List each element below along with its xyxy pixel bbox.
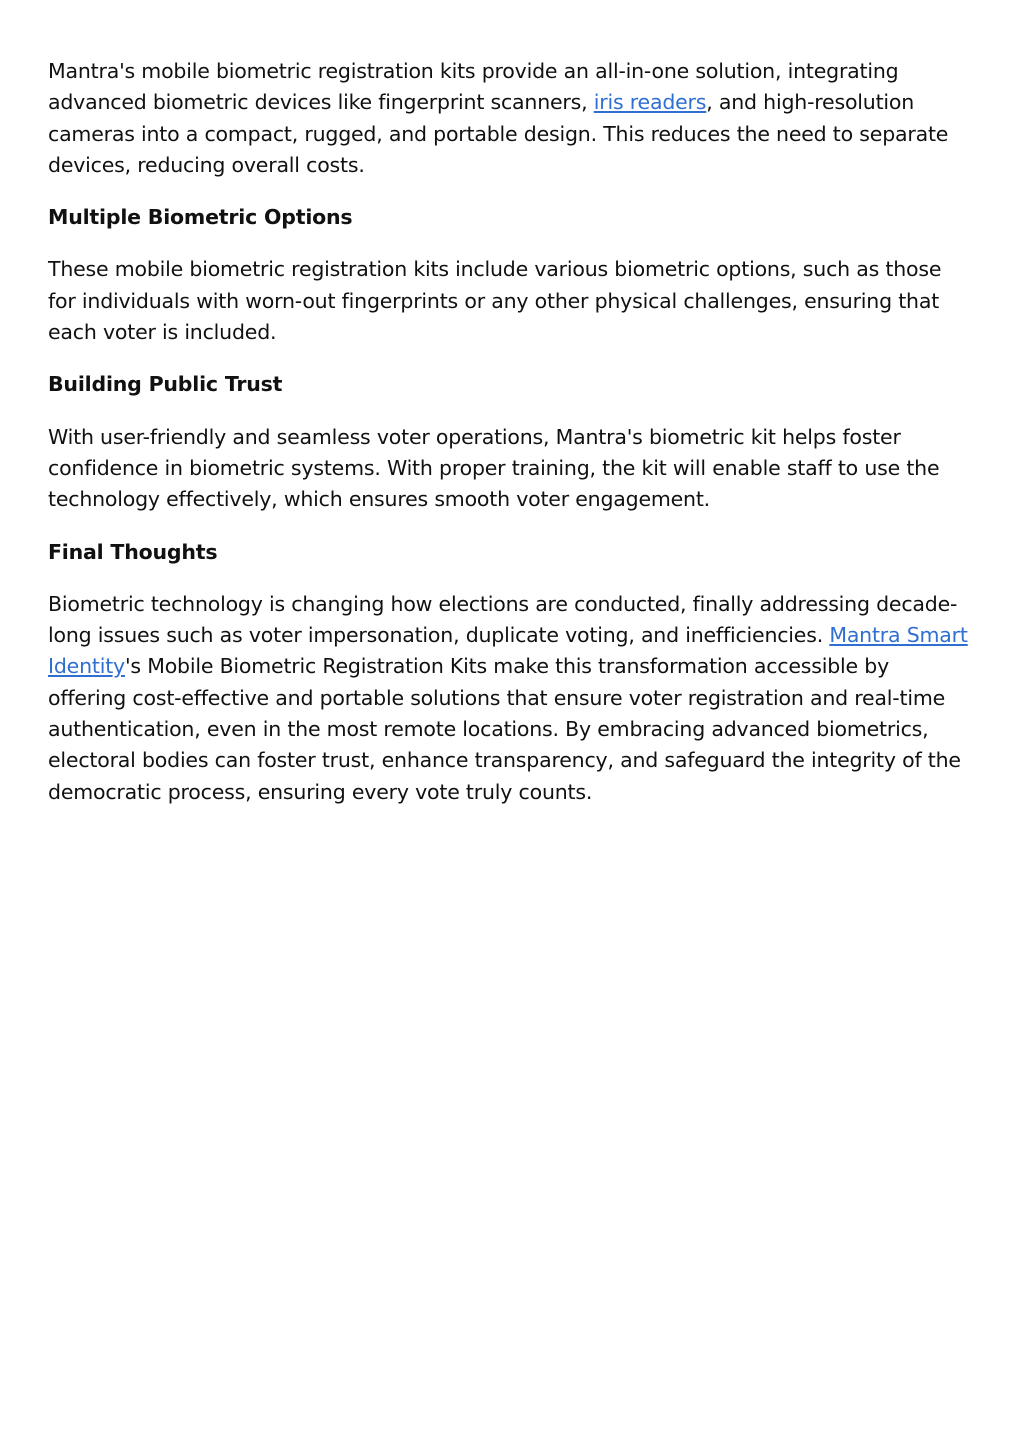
intro-paragraph [48,56,968,181]
public-trust-paragraph: With user-friendly and seamless voter operations, Mantra's biometric kit helps foster confidence in biometric systems. With proper training, the kit will enable staff to use the technology effectively, which ensures smooth voter engagement. [48,424,940,512]
intro-text-start: Mantra's mobile biometric registration kits provide an all-in-one solution, integrating advanced biometric devices like fingerprint scanners, [48,59,899,115]
heading-building-public-trust: Building Public Trust [48,372,283,397]
mantra-smart-identity-link[interactable]: Mantra Smart Identity [48,623,968,679]
final-text-start: Biometric technology is changing how elections are conducted, finally addressing decade-long issues such as voter impersonation, duplicate voting, and inefficiencies. [48,591,958,648]
heading-multiple-biometric-options: Multiple Biometric Options [48,205,353,230]
intro-text-end: , and high-resolution cameras into a compact, rugged, and portable design. This reduces the need to separate devices, reducing overall costs. [48,90,949,177]
iris-readers-link[interactable]: iris readers [593,90,707,115]
final-thoughts-paragraph [48,589,968,808]
final-text-end: 's Mobile Biometric Registration Kits make this transformation accessible by offering cost-effective and portable solutions that ensure voter registration and real-time authentication, even in the most remote locations. By embracing advanced biometrics, electoral bodies can foster trust, enhance transparency, and safeguard the integrity of the democratic process, ensuring every vote truly counts. [48,654,961,804]
document-page [48,56,968,829]
multiple-options-paragraph: These mobile biometric registration kits include various biometric options, such as those for individuals with worn-out fingerprints or any other physical challenges, ensuring that each voter is included. [48,257,942,345]
heading-final-thoughts: Final Thoughts [48,539,218,564]
